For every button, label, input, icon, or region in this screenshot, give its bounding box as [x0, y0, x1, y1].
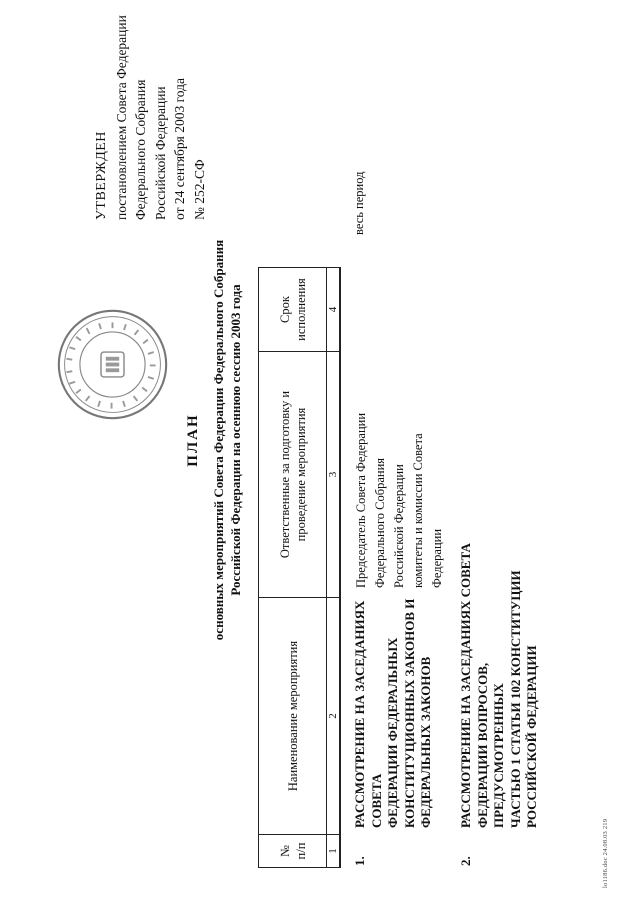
column-header-number — [259, 835, 327, 868]
item-title-line: РОССИЙСКОЙ ФЕДЕРАЦИИ — [524, 645, 539, 828]
item-responsible-line: Председатель Совета Федерации — [354, 412, 368, 588]
item-responsible — [352, 348, 447, 588]
item-responsible-line: комитеты и комиссии Совета — [411, 433, 425, 588]
item-title-line: ФЕДЕРАЛЬНЫХ ЗАКОНОВ — [418, 656, 433, 828]
item-title-line: ФЕДЕРАЦИИ ВОПРОСОВ, ПРЕДУСМОТРЕННЫХ — [474, 662, 506, 828]
item-title-line: ФЕДЕРАЦИИ ФЕДЕРАЛЬНЫХ — [385, 637, 400, 828]
approval-number: № 252-СФ — [191, 159, 207, 220]
column-number: 2 — [327, 598, 341, 835]
item-responsible-line: Федерального Собрания — [373, 457, 387, 588]
item-responsible-line: Федерации — [430, 528, 444, 588]
official-seal-stamp — [55, 307, 170, 422]
item-term: весь период — [352, 171, 366, 235]
column-number: 1 — [327, 835, 341, 868]
item-title — [352, 563, 435, 828]
approval-date: от 24 сентября 2003 года — [172, 77, 187, 220]
column-header-name: Наименование мероприятия — [259, 598, 327, 835]
column-header-responsible-line: Ответственные за подготовку и — [277, 390, 292, 559]
approval-line: постановлением Совета Федерации — [113, 15, 129, 220]
item-title-line: ЧАСТЬЮ 1 СТАТЬИ 102 КОНСТИТУЦИИ — [507, 570, 523, 828]
approval-line: Российской Федерации — [152, 86, 168, 220]
column-header-responsible-line: проведение мероприятия — [293, 407, 308, 542]
document-subtitle: основных мероприятий Совета Федерации Федерального Собрания — [211, 239, 226, 641]
column-header-number-line: № — [277, 845, 292, 857]
scan-code: lo1186.doc 24.08.03 219 — [602, 818, 609, 888]
title-block — [185, 80, 244, 800]
item-title-line: РАССМОТРЕНИЕ НА ЗАСЕДАНИЯХ СОВЕТА — [458, 543, 473, 828]
item-number: 1. — [352, 856, 367, 866]
item-title — [458, 528, 541, 828]
approval-heading: УТВЕРЖДЕН — [94, 131, 109, 220]
document-title: ПЛАН — [185, 413, 201, 467]
approval-line: Федерального Собрания — [133, 79, 148, 220]
item-responsible-line: Российской Федерации — [392, 464, 406, 588]
plan-table-header — [258, 267, 341, 868]
document-subtitle: Российской Федерации на осеннюю сессию 2003 года — [228, 284, 243, 596]
column-header-term: Срок исполнения — [259, 268, 327, 352]
column-header-responsible — [259, 352, 327, 598]
column-number: 3 — [327, 352, 341, 598]
item-title-line: РАССМОТРЕНИЕ НА ЗАСЕДАНИЯХ СОВЕТА — [352, 600, 384, 828]
item-title-line: КОНСТИТУЦИОННЫХ ЗАКОНОВ И — [401, 598, 417, 828]
column-number: 4 — [327, 268, 341, 352]
item-number: 2. — [458, 856, 473, 866]
column-header-number-line: п/п — [293, 842, 308, 860]
